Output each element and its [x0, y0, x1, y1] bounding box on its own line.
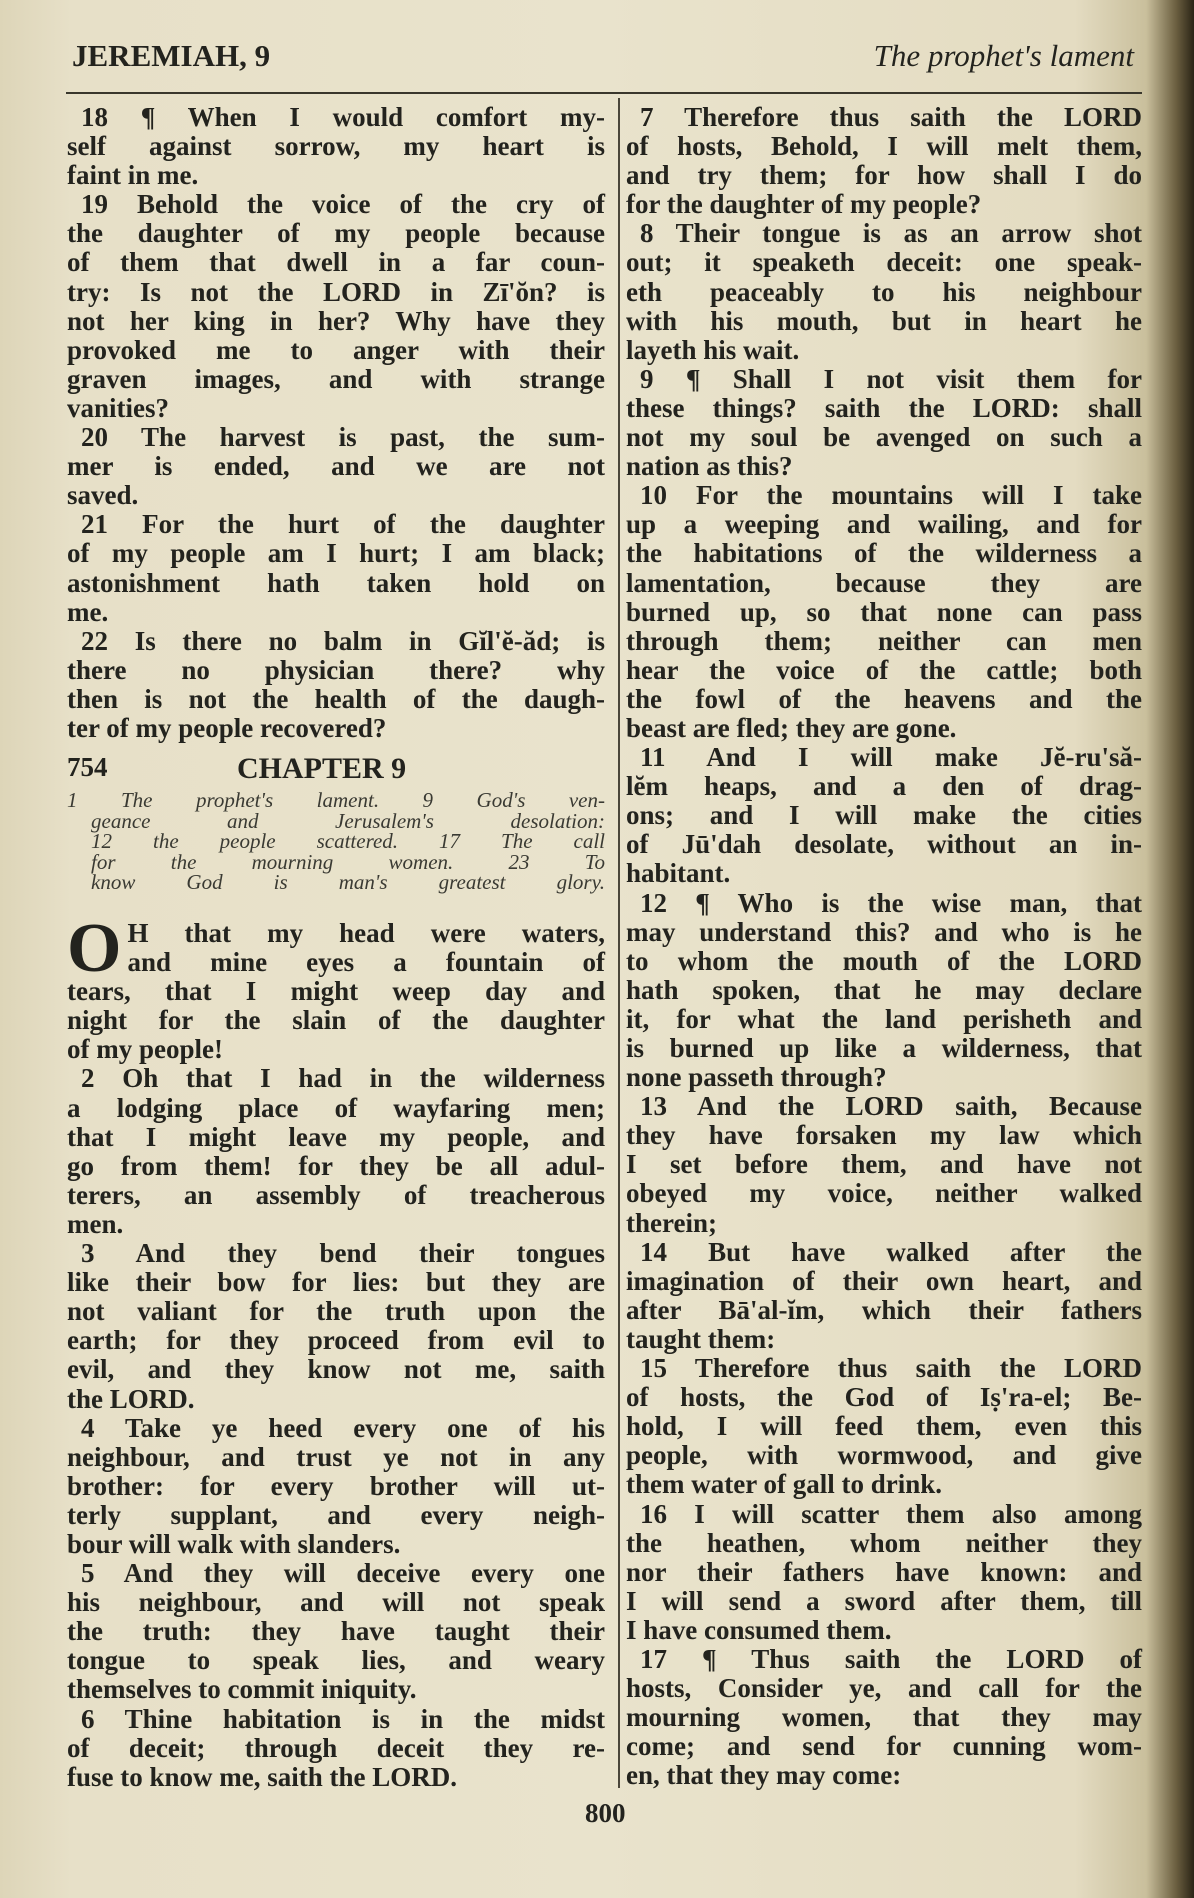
text-line: lĕm heaps, and a den of drag-: [626, 771, 1142, 802]
text-line: 22 Is there no balm in Gĭl'ĕ-ăd; is: [81, 625, 605, 656]
chapter-ref-number: 754: [67, 752, 108, 782]
verse: [626, 1238, 1142, 1354]
text-line: there no physician there? why: [67, 654, 605, 685]
text-line: of my people am I hurt; I am black;: [67, 538, 605, 569]
text-line: none passeth through?: [626, 1062, 887, 1093]
text-line: not my soul be avenged on such a: [626, 422, 1142, 453]
left-column-top: [67, 103, 605, 743]
text-line: obeyed my voice, neither walked: [626, 1178, 1142, 1209]
text-line: for the daughter of my people?: [626, 189, 982, 220]
text-line: 7 Therefore thus saith the LORD: [640, 102, 1142, 132]
text-line: saved.: [67, 480, 139, 511]
text-line: like their bow for lies: but they are: [67, 1267, 605, 1298]
text-line: hear the voice of the cattle; both: [626, 654, 1142, 685]
verse: [67, 103, 605, 190]
text-line: 2 Oh that I had in the wilderness: [81, 1063, 605, 1094]
text-line: they have forsaken my law which: [626, 1120, 1142, 1151]
text-line: 8 Their tongue is as an arrow shot: [640, 218, 1142, 249]
text-line: them water of gall to drink.: [626, 1469, 942, 1500]
text-line: brother: for every brother will ut-: [67, 1470, 605, 1501]
text-line: men.: [67, 1208, 124, 1239]
text-line: mourning women, that they may: [626, 1702, 1142, 1733]
text-line: neighbour, and trust ye not in any: [67, 1441, 605, 1472]
text-line: out; it speaketh deceit: one speak-: [626, 247, 1142, 278]
verse: [626, 1354, 1142, 1499]
text-line: themselves to commit iniquity.: [67, 1674, 417, 1705]
text-line: his neighbour, and will not speak: [67, 1587, 605, 1618]
drop-cap: O: [67, 910, 122, 987]
text-line: of hosts, the God of Iṣ'ra-el; Be-: [626, 1382, 1142, 1413]
right-column: [626, 103, 1142, 1790]
text-line: hold, I will feed them, even this: [626, 1411, 1142, 1442]
text-line: ter of my people recovered?: [67, 712, 387, 743]
text-line: know God is man's greatest glory.: [91, 870, 605, 894]
text-line: is burned up like a wilderness, that: [626, 1033, 1142, 1063]
verse: [626, 1500, 1142, 1645]
text-line: people, with wormwood, and give: [626, 1440, 1142, 1471]
text-line: 16 I will scatter them also among: [640, 1498, 1142, 1529]
text-line: come; and send for cunning wom-: [626, 1731, 1142, 1762]
text-line: graven images, and with strange: [67, 363, 605, 394]
text-line: 11 And I will make Jĕ-ru'să-: [640, 742, 1142, 773]
text-line: 3 And they bend their tongues: [81, 1238, 605, 1269]
verse: [67, 1559, 605, 1704]
text-line: astonishment hath taken hold on: [67, 567, 605, 598]
text-line: nor their fathers have known: and: [626, 1556, 1142, 1587]
verse: [67, 1705, 605, 1792]
text-line: 4 Take ye heed every one of his: [81, 1412, 605, 1443]
text-line: hosts, Consider ye, and call for the: [626, 1673, 1142, 1704]
text-line: taught them:: [626, 1323, 776, 1354]
chapter-summary: [67, 790, 605, 893]
text-line: and try them; for how shall I do: [626, 160, 1142, 191]
text-line: 14 But have walked after the: [640, 1236, 1142, 1267]
text-line: beast are fled; they are gone.: [626, 712, 957, 743]
text-line: 10 For the mountains will I take: [640, 480, 1142, 511]
text-line: nation as this?: [626, 451, 793, 482]
text-line: the fowl of the heavens and the: [626, 683, 1142, 714]
page-number: 800: [585, 1798, 626, 1828]
verse: [626, 365, 1142, 481]
text-line: up a weeping and wailing, and for: [626, 509, 1142, 540]
verse: [626, 889, 1142, 1093]
text-line: bour will walk with slanders.: [67, 1528, 401, 1559]
text-line: self against sorrow, my heart is: [67, 131, 605, 162]
text-line: the LORD.: [67, 1383, 195, 1414]
text-line: hath spoken, that he may declare: [626, 974, 1142, 1005]
text-line: lamentation, because they are: [626, 567, 1142, 598]
text-line: these things? saith the LORD: shall: [626, 392, 1142, 423]
text-line: to whom the mouth of the LORD: [626, 945, 1142, 976]
text-line: 19 Behold the voice of the cry of: [81, 189, 605, 220]
text-line: fuse to know me, saith the LORD.: [67, 1761, 458, 1792]
text-line: tongue to speak lies, and weary: [67, 1645, 605, 1676]
text-line: with his mouth, but in heart he: [626, 305, 1142, 336]
verse: [67, 1064, 605, 1239]
text-line: 1 The prophet's lament. 9 God's ven-: [67, 788, 605, 812]
text-line: not her king in her? Why have they: [67, 305, 605, 336]
text-line: 20 The harvest is past, the sum-: [81, 422, 605, 453]
text-line: H that my head were waters,: [127, 918, 605, 948]
text-line: imagination of their own heart, and: [626, 1265, 1142, 1296]
text-line: of deceit; through deceit they re-: [67, 1732, 605, 1763]
text-line: go from them! for they be all adul-: [67, 1150, 605, 1181]
text-line: of Jū'dah desolate, without an in-: [626, 829, 1142, 860]
text-line: a lodging place of wayfaring men;: [67, 1092, 605, 1123]
running-head-topic: The prophet's lament: [873, 38, 1134, 73]
text-line: the truth: they have taught their: [67, 1616, 605, 1647]
verse: [626, 481, 1142, 743]
text-line: of them that dwell in a far coun-: [67, 247, 605, 278]
text-line: mer is ended, and we are not: [67, 451, 605, 482]
text-line: of hosts, Behold, I will melt them,: [626, 131, 1142, 162]
text-line: it, for what the land perisheth and: [626, 1003, 1142, 1034]
text-line: 5 And they will deceive every one: [81, 1558, 605, 1589]
text-line: 6 Thine habitation is in the midst: [81, 1703, 605, 1734]
text-line: 13 And the LORD saith, Because: [640, 1091, 1142, 1122]
text-line: then is not the health of the daugh-: [67, 683, 605, 714]
verse: [626, 743, 1142, 888]
text-line: the habitations of the wilderness a: [626, 538, 1142, 569]
left-column-bottom: [67, 910, 605, 1792]
text-line: geance and Jerusalem's desolation:: [91, 808, 605, 833]
text-line: the daughter of my people because: [67, 218, 605, 249]
text-line: night for the slain of the daughter: [67, 1005, 605, 1036]
running-head-book: JEREMIAH, 9: [72, 38, 271, 73]
text-line: I have consumed them.: [626, 1614, 892, 1645]
text-line: that I might leave my people, and: [67, 1121, 605, 1152]
text-line: burned up, so that none can pass: [626, 596, 1142, 627]
text-line: and mine eyes a fountain of: [127, 947, 605, 978]
verse: [626, 103, 1142, 219]
verse-1: [67, 910, 605, 1065]
text-line: I will send a sword after them, till: [626, 1585, 1142, 1616]
text-line: not valiant for the truth upon the: [67, 1296, 605, 1327]
text-line: 12 ¶ Who is the wise man, that: [640, 887, 1142, 918]
text-line: terers, an assembly of treacherous: [67, 1179, 605, 1210]
text-line: 15 Therefore thus saith the LORD: [640, 1353, 1142, 1384]
verse: [67, 190, 605, 423]
text-line: earth; for they proceed from evil to: [67, 1325, 605, 1356]
text-line: may understand this? and who is he: [626, 916, 1142, 947]
text-line: the heathen, whom neither they: [626, 1527, 1142, 1558]
text-line: faint in me.: [67, 160, 199, 191]
text-line: en, that they may come:: [626, 1760, 902, 1791]
text-line: through them; neither can men: [626, 625, 1142, 656]
text-line: eth peaceably to his neighbour: [626, 276, 1142, 307]
text-line: for the mourning women. 23 To: [91, 849, 605, 874]
text-line: provoked me to anger with their: [67, 334, 605, 365]
verse: [67, 423, 605, 510]
verse: [626, 219, 1142, 364]
verse: [67, 627, 605, 743]
text-line: evil, and they know not me, saith: [67, 1354, 605, 1385]
text-line: layeth his wait.: [626, 334, 800, 365]
text-line: 9 ¶ Shall I not visit them for: [640, 363, 1142, 394]
text-line: vanities?: [67, 392, 170, 423]
verse: [67, 510, 605, 626]
verse: [626, 1645, 1142, 1790]
chapter-title: CHAPTER 9: [237, 752, 407, 785]
verse: [67, 1414, 605, 1559]
text-line: of my people!: [67, 1034, 223, 1065]
text-line: 21 For the hurt of the daughter: [81, 509, 605, 540]
text-line: 18 ¶ When I would comfort my-: [81, 102, 605, 132]
text-line: try: Is not the LORD in Zī'ŏn? is: [67, 276, 605, 307]
verse: [626, 1092, 1142, 1237]
text-line: I set before them, and have not: [626, 1149, 1142, 1180]
text-line: after Bā'al-ĭm, which their fathers: [626, 1294, 1142, 1325]
text-line: 17 ¶ Thus saith the LORD of: [640, 1643, 1142, 1674]
text-line: therein;: [626, 1207, 717, 1238]
column-divider: [618, 98, 620, 1788]
text-line: 12 the people scattered. 17 The call: [91, 829, 605, 853]
verse: [67, 1239, 605, 1414]
text-line: tears, that I might weep day and: [67, 976, 605, 1007]
text-line: habitant.: [626, 858, 731, 889]
text-line: me.: [67, 596, 109, 627]
header-rule: [66, 92, 1142, 94]
text-line: terly supplant, and every neigh-: [67, 1499, 605, 1530]
text-line: ons; and I will make the cities: [626, 800, 1142, 831]
